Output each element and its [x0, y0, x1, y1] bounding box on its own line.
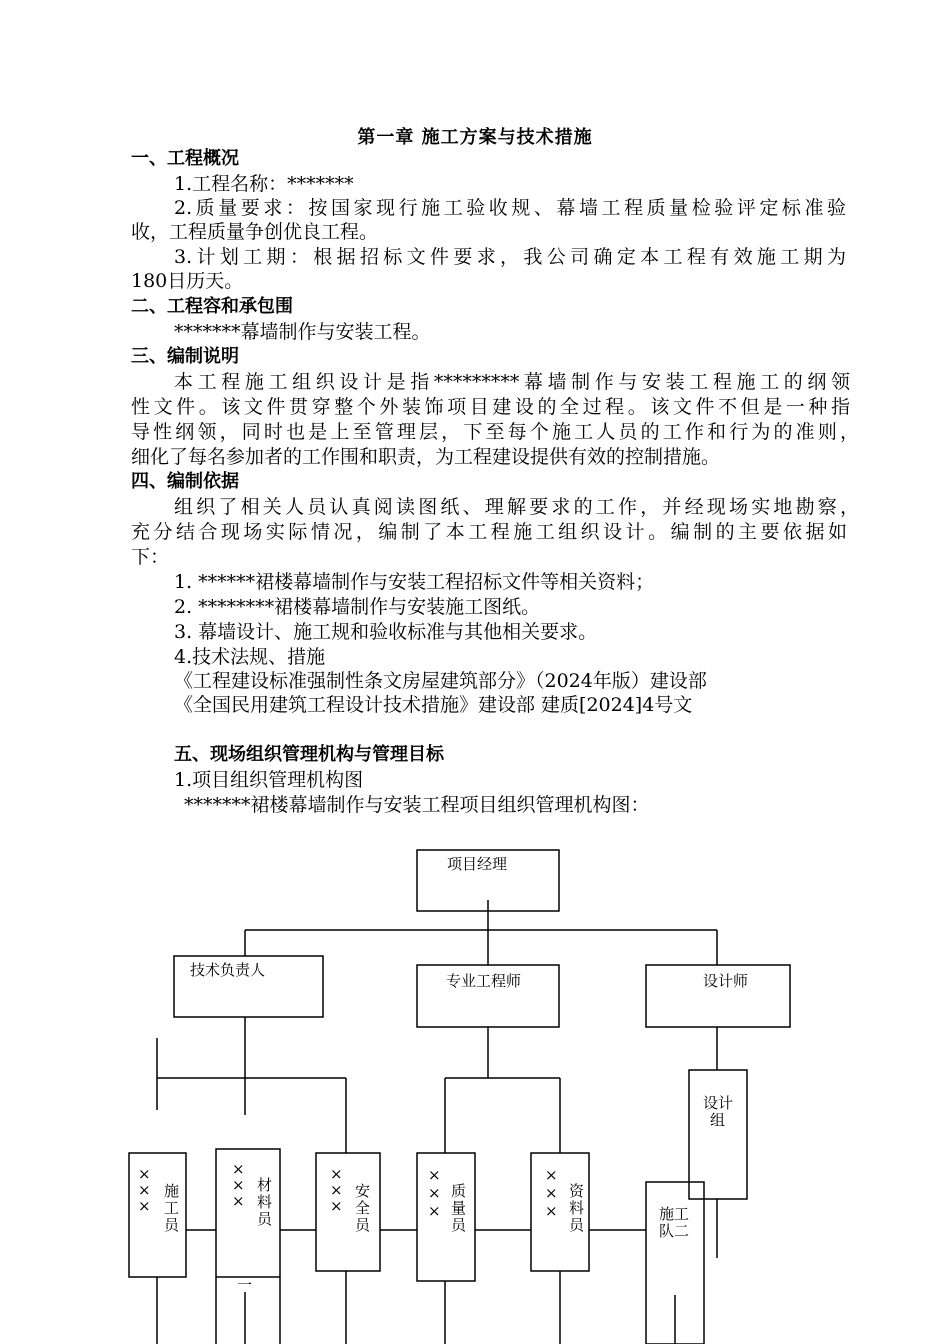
- worker2-role-1: 材: [257, 1176, 273, 1194]
- worker3-role-3: 员: [355, 1216, 371, 1234]
- tech-lead-label: 技术负责人: [190, 961, 266, 979]
- org-sub-heading: 1.项目组织管理机构图: [174, 769, 364, 791]
- chapter-title: 第一章 施工方案与技术措施: [357, 127, 593, 148]
- worker5-role-1: 资: [569, 1182, 585, 1200]
- notes-line1: 本工程施工组织设计是指*********幕墙制作与安装工程施工的纲领: [174, 371, 850, 393]
- design-group-label-1: 设计: [703, 1094, 734, 1112]
- section-heading-basis: 四、编制依据: [131, 471, 239, 492]
- basis-item4: 4.技术法规、措施: [174, 646, 326, 668]
- notes-line3: 导性纲领，同时也是上至管理层，下至每个施工人员的工作和行为的准则，: [131, 421, 859, 443]
- worker3-mark-1: ×: [330, 1165, 343, 1183]
- worker3-role-2: 全: [355, 1199, 371, 1217]
- team2-label-2: 队二: [659, 1222, 690, 1240]
- basis-line1: 组织了相关人员认真阅读图纸、理解要求的工作，并经现场实地勘察，: [174, 496, 859, 518]
- schedule-line1: 3.计划工期：根据招标文件要求，我公司确定本工程有效施工期为: [174, 246, 846, 268]
- section-heading-notes: 三、编制说明: [131, 346, 239, 367]
- worker5-role-2: 料: [569, 1199, 585, 1217]
- scope-text: *******幕墙制作与安装工程。: [174, 321, 431, 343]
- engineer-label: 专业工程师: [446, 972, 522, 990]
- worker1-mark-3: ×: [138, 1197, 151, 1215]
- design-group-label-2: 组: [710, 1111, 726, 1129]
- worker1-role-2: 工: [164, 1199, 180, 1217]
- notes-line2: 性文件。该文件贯穿整个外装饰项目建设的全过程。该文件不但是一种指: [131, 396, 850, 418]
- worker2-role-2: 料: [257, 1193, 273, 1211]
- worker5-mark-3: ×: [545, 1202, 558, 1220]
- basis-item3: 3. 幕墙设计、施工规和验收标准与其他相关要求。: [174, 621, 598, 643]
- worker4-role-1: 质: [451, 1182, 467, 1200]
- designer-label: 设计师: [703, 972, 749, 990]
- worker4-role-2: 量: [451, 1199, 467, 1217]
- worker5-role-3: 员: [569, 1216, 585, 1234]
- worker3-mark-3: ×: [330, 1197, 343, 1215]
- section-heading-org: 五、现场组织管理机构与管理目标: [174, 744, 444, 765]
- worker4-box: [417, 1153, 475, 1281]
- quality-req-line1: 2.质量要求：按国家现行施工验收规、幕墙工程质量检验评定标准验: [174, 197, 846, 219]
- worker2-mark-3: ×: [232, 1192, 245, 1210]
- section-heading-scope: 二、工程容和承包围: [131, 296, 293, 317]
- worker3-mark-2: ×: [330, 1181, 343, 1199]
- team2-label-1: 施工: [659, 1205, 690, 1223]
- design-group-box: [689, 1070, 747, 1199]
- basis-line2: 充分结合现场实际情况，编制了本工程施工组织设计。编制的主要依据如: [131, 521, 847, 543]
- worker1-mark-1: ×: [138, 1165, 151, 1183]
- worker3-box: [316, 1153, 380, 1271]
- pm-label: 项目经理: [447, 855, 508, 873]
- org-chart-caption: *******裙楼幕墙制作与安装工程项目组织管理机构图：: [184, 794, 650, 816]
- worker5-mark-2: ×: [545, 1184, 558, 1202]
- worker1-role-1: 施: [164, 1182, 180, 1200]
- worker1-mark-2: ×: [138, 1181, 151, 1199]
- worker4-role-3: 员: [451, 1216, 467, 1234]
- worker3-role-1: 安: [355, 1182, 371, 1200]
- worker1-role-3: 员: [164, 1216, 180, 1234]
- basis-item2: 2. ********裙楼幕墙制作与安装施工图纸。: [174, 596, 541, 618]
- worker4-mark-3: ×: [428, 1202, 441, 1220]
- reference-2: 《全国民用建筑工程设计技术措施》建设部 建质[2024]4号文: [174, 694, 693, 716]
- basis-item1: 1. ******裙楼幕墙制作与安装工程招标文件等相关资料；: [174, 571, 655, 593]
- section-heading-overview: 一、工程概况: [131, 148, 239, 169]
- worker2-mark-2: ×: [232, 1176, 245, 1194]
- basis-line3: 下：: [131, 546, 170, 568]
- worker5-mark-1: ×: [545, 1166, 558, 1184]
- quality-req-line2: 收，工程质量争创优良工程。: [131, 221, 379, 243]
- schedule-line2: 180日历天。: [131, 270, 244, 292]
- worker4-mark-1: ×: [428, 1166, 441, 1184]
- worker4-mark-2: ×: [428, 1184, 441, 1202]
- project-name: 1.工程名称：*******: [174, 173, 354, 195]
- team1-partial-label: 一: [237, 1276, 253, 1294]
- notes-line4: 细化了每名参加者的工作围和职责，为工程建设提供有效的控制措施。: [131, 446, 721, 468]
- worker2-role-3: 员: [257, 1210, 273, 1228]
- worker2-mark-1: ×: [232, 1160, 245, 1178]
- reference-1: 《工程建设标准强制性条文房屋建筑部分》（2024年版）建设部: [174, 670, 707, 692]
